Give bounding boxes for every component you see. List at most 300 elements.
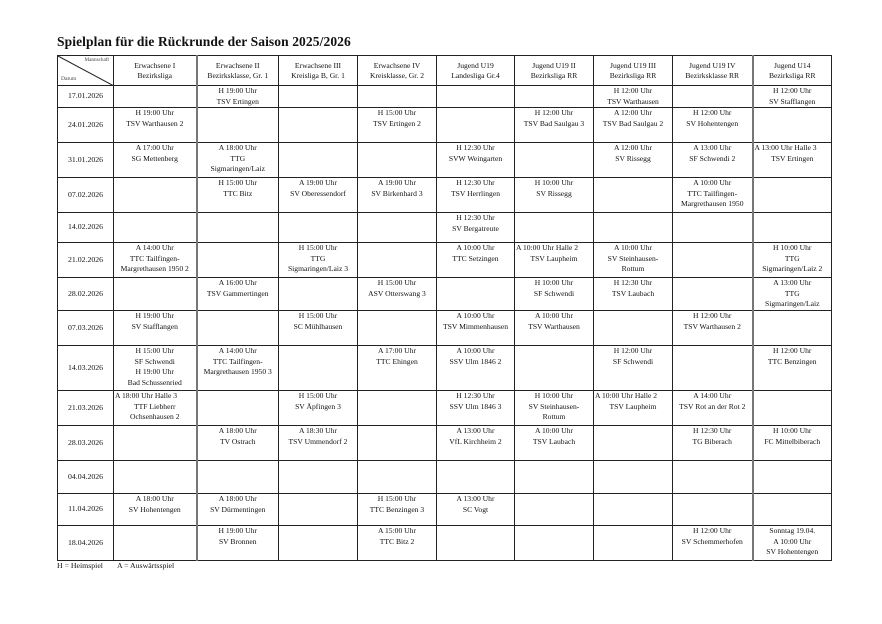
match-cell	[753, 425, 832, 460]
match-text: TSV Warthausen	[607, 96, 659, 106]
match-time: A 10:00 Uhr	[693, 178, 732, 188]
match-cell	[197, 86, 279, 108]
empty-cell	[594, 178, 673, 213]
match-cell	[437, 425, 515, 460]
match-time: H 12:00 Uhr	[534, 108, 574, 118]
empty-cell	[279, 86, 358, 108]
match-time: A 19:00 Uhr	[378, 178, 416, 188]
match-cell	[437, 345, 515, 390]
match-cell	[279, 390, 358, 425]
empty-cell	[437, 108, 515, 143]
match-text: Ochsenhausen 2	[129, 412, 180, 422]
match-time: A 10:00 Uhr	[456, 243, 495, 253]
match-text: Bad Schussenried	[127, 377, 182, 387]
date-cell: 28.02.2026	[58, 278, 114, 311]
match-time: A 10:00 Uhr	[456, 310, 495, 320]
table-row	[58, 525, 832, 560]
match-cell	[197, 493, 279, 525]
match-text: SC Vogt	[462, 504, 489, 514]
match-cell	[114, 390, 197, 425]
empty-cell	[673, 278, 753, 311]
empty-cell	[594, 425, 673, 460]
match-cell	[673, 178, 753, 213]
empty-cell	[753, 108, 832, 143]
match-time: A 12:00 Uhr	[614, 143, 652, 153]
match-time: H 12:00 Uhr	[773, 345, 812, 355]
match-cell	[753, 143, 832, 178]
empty-cell	[594, 213, 673, 243]
match-cell	[594, 243, 673, 278]
column-header: Jugend U19 IV Bezirksklasse RR	[673, 56, 753, 86]
match-time: H 12:30 Uhr	[456, 178, 495, 188]
column-header: Jugend U14 Bezirksliga RR	[753, 56, 832, 86]
match-cell	[358, 525, 437, 560]
match-time: A 10:00 Uhr	[535, 310, 573, 320]
match-text: SV Birkenhard 3	[371, 188, 423, 198]
empty-cell	[114, 525, 197, 560]
match-time: A 10:00 Uhr	[614, 243, 652, 253]
date-cell: 14.02.2026	[58, 213, 114, 243]
empty-cell	[114, 213, 197, 243]
date-cell: 04.04.2026	[58, 460, 114, 493]
date-cell: 17.01.2026	[58, 86, 114, 108]
date-cell: 21.03.2026	[58, 390, 114, 425]
match-text: ASV Otterswang 3	[368, 288, 426, 298]
match-cell	[197, 425, 279, 460]
empty-cell	[358, 143, 437, 178]
empty-cell	[753, 493, 832, 525]
empty-cell	[358, 86, 437, 108]
match-text: Sigmaringen/Laiz 3	[287, 264, 349, 274]
match-text: SV Rissegg	[615, 153, 651, 163]
match-cell	[594, 108, 673, 143]
empty-cell	[358, 213, 437, 243]
empty-cell	[358, 425, 437, 460]
empty-cell	[753, 213, 832, 243]
match-time: H 12:00 Uhr	[693, 525, 732, 535]
empty-cell	[753, 310, 832, 345]
match-text: SF Schwendi	[134, 356, 175, 366]
table-row	[58, 493, 832, 525]
match-text: Margrethausen 1950	[681, 199, 744, 209]
match-time: A 17:00 Uhr	[378, 345, 416, 355]
table-row	[58, 108, 832, 143]
match-cell	[753, 243, 832, 278]
match-time: H 12:30 Uhr	[456, 213, 495, 223]
match-cell	[594, 86, 673, 108]
empty-cell	[197, 460, 279, 493]
match-cell	[358, 493, 437, 525]
match-time: A 17:00 Uhr	[135, 143, 174, 153]
match-cell	[673, 525, 753, 560]
match-text: TSV Bad Saulgau 2	[602, 118, 664, 128]
match-time: H 15:00 Uhr	[298, 310, 338, 320]
table-row	[58, 310, 832, 345]
empty-cell	[515, 525, 594, 560]
date-cell: 24.01.2026	[58, 108, 114, 143]
match-text: SF Schwendi	[533, 288, 575, 298]
header-row	[58, 56, 832, 86]
match-time: A 13:00 Uhr	[693, 143, 732, 153]
empty-cell	[515, 460, 594, 493]
match-cell	[279, 425, 358, 460]
match-cell	[197, 345, 279, 390]
date-cell: 07.03.2026	[58, 310, 114, 345]
match-cell	[358, 278, 437, 311]
match-cell	[594, 143, 673, 178]
empty-cell	[673, 213, 753, 243]
match-time: H 15:00 Uhr	[377, 493, 417, 503]
match-text: TTC Tailfingen-	[212, 356, 263, 366]
empty-cell	[515, 493, 594, 525]
match-time: A 18:00 Uhr	[218, 143, 257, 153]
empty-cell	[515, 143, 594, 178]
empty-cell	[279, 278, 358, 311]
match-text: TTC Benzingen 3	[369, 504, 425, 514]
match-text: Margrethausen 1950 2	[120, 264, 189, 274]
match-time: H 12:30 Uhr	[613, 278, 653, 288]
match-text: TSV Warthausen	[528, 321, 580, 331]
empty-cell	[594, 493, 673, 525]
match-time: H 15:00 Uhr	[377, 278, 417, 288]
match-text: SV Äpfingen 3	[295, 401, 341, 411]
date-cell: 11.04.2026	[58, 493, 114, 525]
match-text: FC Mittelbiberach	[764, 436, 821, 446]
empty-cell	[594, 310, 673, 345]
match-time: A 13:00 Uhr	[456, 425, 495, 435]
match-time: A 15:00 Uhr	[378, 525, 416, 535]
table-row	[58, 278, 832, 311]
empty-cell	[437, 525, 515, 560]
date-cell: 21.02.2026	[58, 243, 114, 278]
empty-cell	[114, 460, 197, 493]
empty-cell	[673, 460, 753, 493]
match-text: TV Ostrach	[220, 436, 256, 446]
match-text: SVW Weingarten	[448, 153, 503, 163]
match-cell	[673, 425, 753, 460]
empty-cell	[515, 86, 594, 108]
match-time: H 19:00 Uhr	[218, 86, 257, 95]
match-text: Rottum	[621, 264, 645, 274]
match-cell	[279, 178, 358, 213]
match-cell	[197, 143, 279, 178]
match-text: TTC Ehingen	[376, 356, 418, 366]
match-text: TSV Rot an der Rot 2	[679, 401, 746, 411]
empty-cell	[279, 213, 358, 243]
match-text: TTG	[310, 253, 326, 263]
match-time: A 14:00 Uhr	[693, 390, 732, 400]
match-time: A 10:00 Uhr	[535, 425, 573, 435]
match-time: Sonntag 19.04.	[769, 525, 816, 535]
match-text: SF Schwendi	[612, 356, 654, 366]
empty-cell	[437, 460, 515, 493]
match-text: A 10:00 Uhr	[773, 536, 812, 546]
match-text: SV Hohentengen	[766, 547, 819, 557]
match-text: SSV Ulm 1846 3	[449, 401, 502, 411]
match-cell	[515, 390, 594, 425]
match-text: Rottum	[542, 412, 566, 422]
empty-cell	[673, 243, 753, 278]
match-cell	[515, 278, 594, 311]
match-cell	[114, 493, 197, 525]
match-time: H 12:00 Uhr	[773, 86, 812, 95]
empty-cell	[279, 493, 358, 525]
date-cell: 28.03.2026	[58, 425, 114, 460]
empty-cell	[358, 310, 437, 345]
match-text: TSV Laupheim	[530, 253, 578, 263]
column-header: Jugend U19 Landesliga Gr.4	[437, 56, 515, 86]
match-time: A 14:00 Uhr	[135, 243, 174, 253]
match-cell	[114, 108, 197, 143]
empty-cell	[515, 213, 594, 243]
match-text: SV Steinhausen-	[528, 401, 580, 411]
match-text: TSV Laubach	[611, 288, 655, 298]
match-time: H 10:00 Uhr	[773, 425, 812, 435]
match-cell	[437, 243, 515, 278]
legend-away: A = Auswärtsspiel	[116, 561, 175, 570]
match-text: TSV Ertingen	[216, 96, 259, 106]
match-time: A 18:00 Uhr Halle 3	[115, 390, 178, 400]
match-cell	[437, 213, 515, 243]
empty-cell	[673, 86, 753, 108]
match-cell	[114, 310, 197, 345]
match-text: TSV Gammertingen	[206, 288, 269, 298]
match-cell	[515, 425, 594, 460]
match-text: SV Schemmerhofen	[681, 536, 743, 546]
match-time: H 15:00 Uhr	[218, 178, 257, 188]
match-cell	[594, 390, 673, 425]
corner-label-date: Datum	[61, 76, 77, 82]
match-text: Sigmaringen/Laiz	[210, 164, 265, 174]
match-cell	[197, 178, 279, 213]
match-text: TSV Mimmenhausen	[442, 321, 509, 331]
empty-cell	[358, 243, 437, 278]
match-text: SSV Ulm 1846 2	[449, 356, 502, 366]
match-time: H 10:00 Uhr	[534, 390, 574, 400]
match-text: TTC Setzingen	[452, 253, 499, 263]
match-time: A 19:00 Uhr	[299, 178, 337, 188]
date-cell: 07.02.2026	[58, 178, 114, 213]
empty-cell	[358, 390, 437, 425]
match-cell	[673, 310, 753, 345]
match-text: SG Mettenberg	[131, 153, 178, 163]
page-title: Spielplan für die Rückrunde der Saison 2025/2026	[57, 34, 351, 49]
match-time: A 18:30 Uhr	[299, 425, 337, 435]
table-row	[58, 243, 832, 278]
match-cell	[358, 108, 437, 143]
match-time: A 12:00 Uhr	[614, 108, 652, 118]
match-text: SV Oberessendorf	[290, 188, 346, 198]
corner-label-team: Mannschaft	[84, 57, 109, 63]
match-text: TSV Ertingen 2	[373, 118, 421, 128]
table-row	[58, 390, 832, 425]
match-cell	[197, 525, 279, 560]
match-cell	[753, 278, 832, 311]
empty-cell	[437, 86, 515, 108]
match-time: H 19:00 Uhr	[218, 525, 257, 535]
match-text: TSV Warthausen 2	[126, 118, 184, 128]
match-text: SV Steinhausen-	[607, 253, 659, 263]
match-cell	[437, 310, 515, 345]
match-cell	[515, 243, 594, 278]
match-text: SV Stafflangen	[131, 321, 178, 331]
column-header: Erwachsene II Bezirksklasse, Gr. 1	[197, 56, 279, 86]
match-cell	[515, 178, 594, 213]
match-cell	[114, 345, 197, 390]
match-cell	[594, 345, 673, 390]
match-time: H 12:30 Uhr	[693, 425, 732, 435]
match-cell	[437, 390, 515, 425]
match-text: TTF Liebherr	[133, 401, 176, 411]
match-text: TTC Benzingen	[767, 356, 817, 366]
match-time: H 10:00 Uhr	[534, 178, 574, 188]
empty-cell	[197, 390, 279, 425]
column-header: Erwachsene I Bezirksliga	[114, 56, 197, 86]
match-cell	[437, 493, 515, 525]
date-cell: 14.03.2026	[58, 345, 114, 390]
schedule-body	[58, 86, 832, 561]
match-text: SV Hohentengen	[686, 118, 739, 128]
empty-cell	[114, 278, 197, 311]
match-cell	[437, 178, 515, 213]
match-text: SV Rissegg	[536, 188, 572, 198]
match-cell	[594, 278, 673, 311]
empty-cell	[279, 108, 358, 143]
match-text: TTG	[784, 253, 800, 263]
match-cell	[437, 143, 515, 178]
table-row	[58, 143, 832, 178]
match-cell	[673, 143, 753, 178]
match-cell	[515, 310, 594, 345]
match-text: TTG	[230, 153, 246, 163]
match-cell	[358, 178, 437, 213]
empty-cell	[437, 278, 515, 311]
match-time: H 19:00 Uhr	[135, 310, 174, 320]
match-time: H 12:00 Uhr	[613, 86, 653, 95]
match-text: TTC Tailfingen-	[129, 253, 180, 263]
match-time: A 13:00 Uhr	[773, 278, 812, 288]
match-text: SF Schwendi 2	[689, 153, 736, 163]
match-text: Sigmaringen/Laiz	[765, 299, 820, 309]
match-cell	[753, 525, 832, 560]
match-time: A 13:00 Uhr	[456, 493, 495, 503]
match-text: TTG	[784, 288, 800, 298]
match-time: A 10:00 Uhr	[456, 345, 495, 355]
match-cell	[753, 86, 832, 108]
match-time: H 15:00 Uhr	[377, 108, 417, 118]
empty-cell	[515, 345, 594, 390]
match-text: SV Dürmentingen	[210, 504, 266, 514]
match-text: SV Bronnen	[218, 536, 257, 546]
match-text: TSV Warthausen 2	[683, 321, 741, 331]
match-text: TTC Tailfingen-	[687, 188, 738, 198]
match-cell	[114, 143, 197, 178]
empty-cell	[594, 525, 673, 560]
match-text: SC Mühlhausen	[293, 321, 343, 331]
match-text: TSV Laupheim	[609, 401, 657, 411]
empty-cell	[197, 243, 279, 278]
match-text: Sigmaringen/Laiz 2	[762, 264, 823, 274]
match-time: A 10:00 Uhr Halle 2	[595, 390, 658, 400]
legend	[57, 561, 174, 570]
match-cell	[279, 243, 358, 278]
match-time: A 16:00 Uhr	[218, 278, 257, 288]
match-text: TG Biberach	[692, 436, 732, 446]
match-time: A 18:00 Uhr	[218, 493, 257, 503]
match-time: A 13:00 Uhr Halle 3	[754, 143, 817, 153]
match-time: A 18:00 Uhr	[135, 493, 174, 503]
empty-cell	[358, 460, 437, 493]
match-time: H 10:00 Uhr	[534, 278, 574, 288]
empty-cell	[279, 345, 358, 390]
match-text: TTC Bitz 2	[379, 536, 415, 546]
table-row	[58, 86, 832, 108]
match-text: SV Stafflangen	[769, 96, 816, 106]
match-time: H 12:30 Uhr	[456, 390, 495, 400]
match-text: TSV Ummendorf 2	[288, 436, 348, 446]
table-row	[58, 345, 832, 390]
match-time: H 15:00 Uhr	[298, 243, 338, 253]
match-cell	[673, 390, 753, 425]
empty-cell	[279, 460, 358, 493]
empty-cell	[753, 178, 832, 213]
match-cell	[279, 310, 358, 345]
header-corner-cell	[58, 56, 114, 86]
column-header: Jugend U19 II Bezirksliga RR	[515, 56, 594, 86]
table-row	[58, 213, 832, 243]
match-text: TSV Herrlingen	[451, 188, 500, 198]
table-row	[58, 178, 832, 213]
match-time: H 19:00 Uhr	[135, 108, 174, 118]
match-time: H 12:00 Uhr	[693, 108, 732, 118]
match-cell	[753, 345, 832, 390]
date-cell: 18.04.2026	[58, 525, 114, 560]
empty-cell	[279, 525, 358, 560]
match-text: SV Hohentengen	[128, 504, 181, 514]
match-time: A 10:00 Uhr Halle 2	[516, 243, 579, 253]
match-time: A 18:00 Uhr	[218, 425, 257, 435]
table-row	[58, 425, 832, 460]
match-cell	[197, 278, 279, 311]
match-time: H 10:00 Uhr	[773, 243, 812, 253]
column-header: Erwachsene III Kreisliga B, Gr. 1	[279, 56, 358, 86]
match-text: TTC Bitz	[223, 188, 253, 198]
empty-cell	[594, 460, 673, 493]
match-time: A 14:00 Uhr	[218, 345, 257, 355]
match-cell	[114, 243, 197, 278]
match-text: TSV Ertingen	[771, 153, 814, 163]
match-text: SV Bergatreute	[452, 223, 499, 233]
table-row	[58, 460, 832, 493]
empty-cell	[753, 460, 832, 493]
match-text: TSV Laubach	[532, 436, 576, 446]
empty-cell	[753, 390, 832, 425]
match-text: TSV Bad Saulgau 3	[523, 118, 585, 128]
column-header: Jugend U19 III Bezirksliga RR	[594, 56, 673, 86]
match-time: H 12:00 Uhr	[613, 345, 653, 355]
legend-home: H = Heimspiel	[57, 561, 103, 570]
match-text: H 19:00 Uhr	[135, 367, 174, 377]
empty-cell	[114, 86, 197, 108]
match-text: VfL Kirchheim 2	[449, 436, 502, 446]
empty-cell	[673, 345, 753, 390]
column-header: Erwachsene IV Kreisklasse, Gr. 2	[358, 56, 437, 86]
empty-cell	[197, 310, 279, 345]
match-time: H 15:00 Uhr	[298, 390, 338, 400]
empty-cell	[197, 108, 279, 143]
match-text: Margrethausen 1950 3	[203, 367, 272, 377]
empty-cell	[114, 425, 197, 460]
